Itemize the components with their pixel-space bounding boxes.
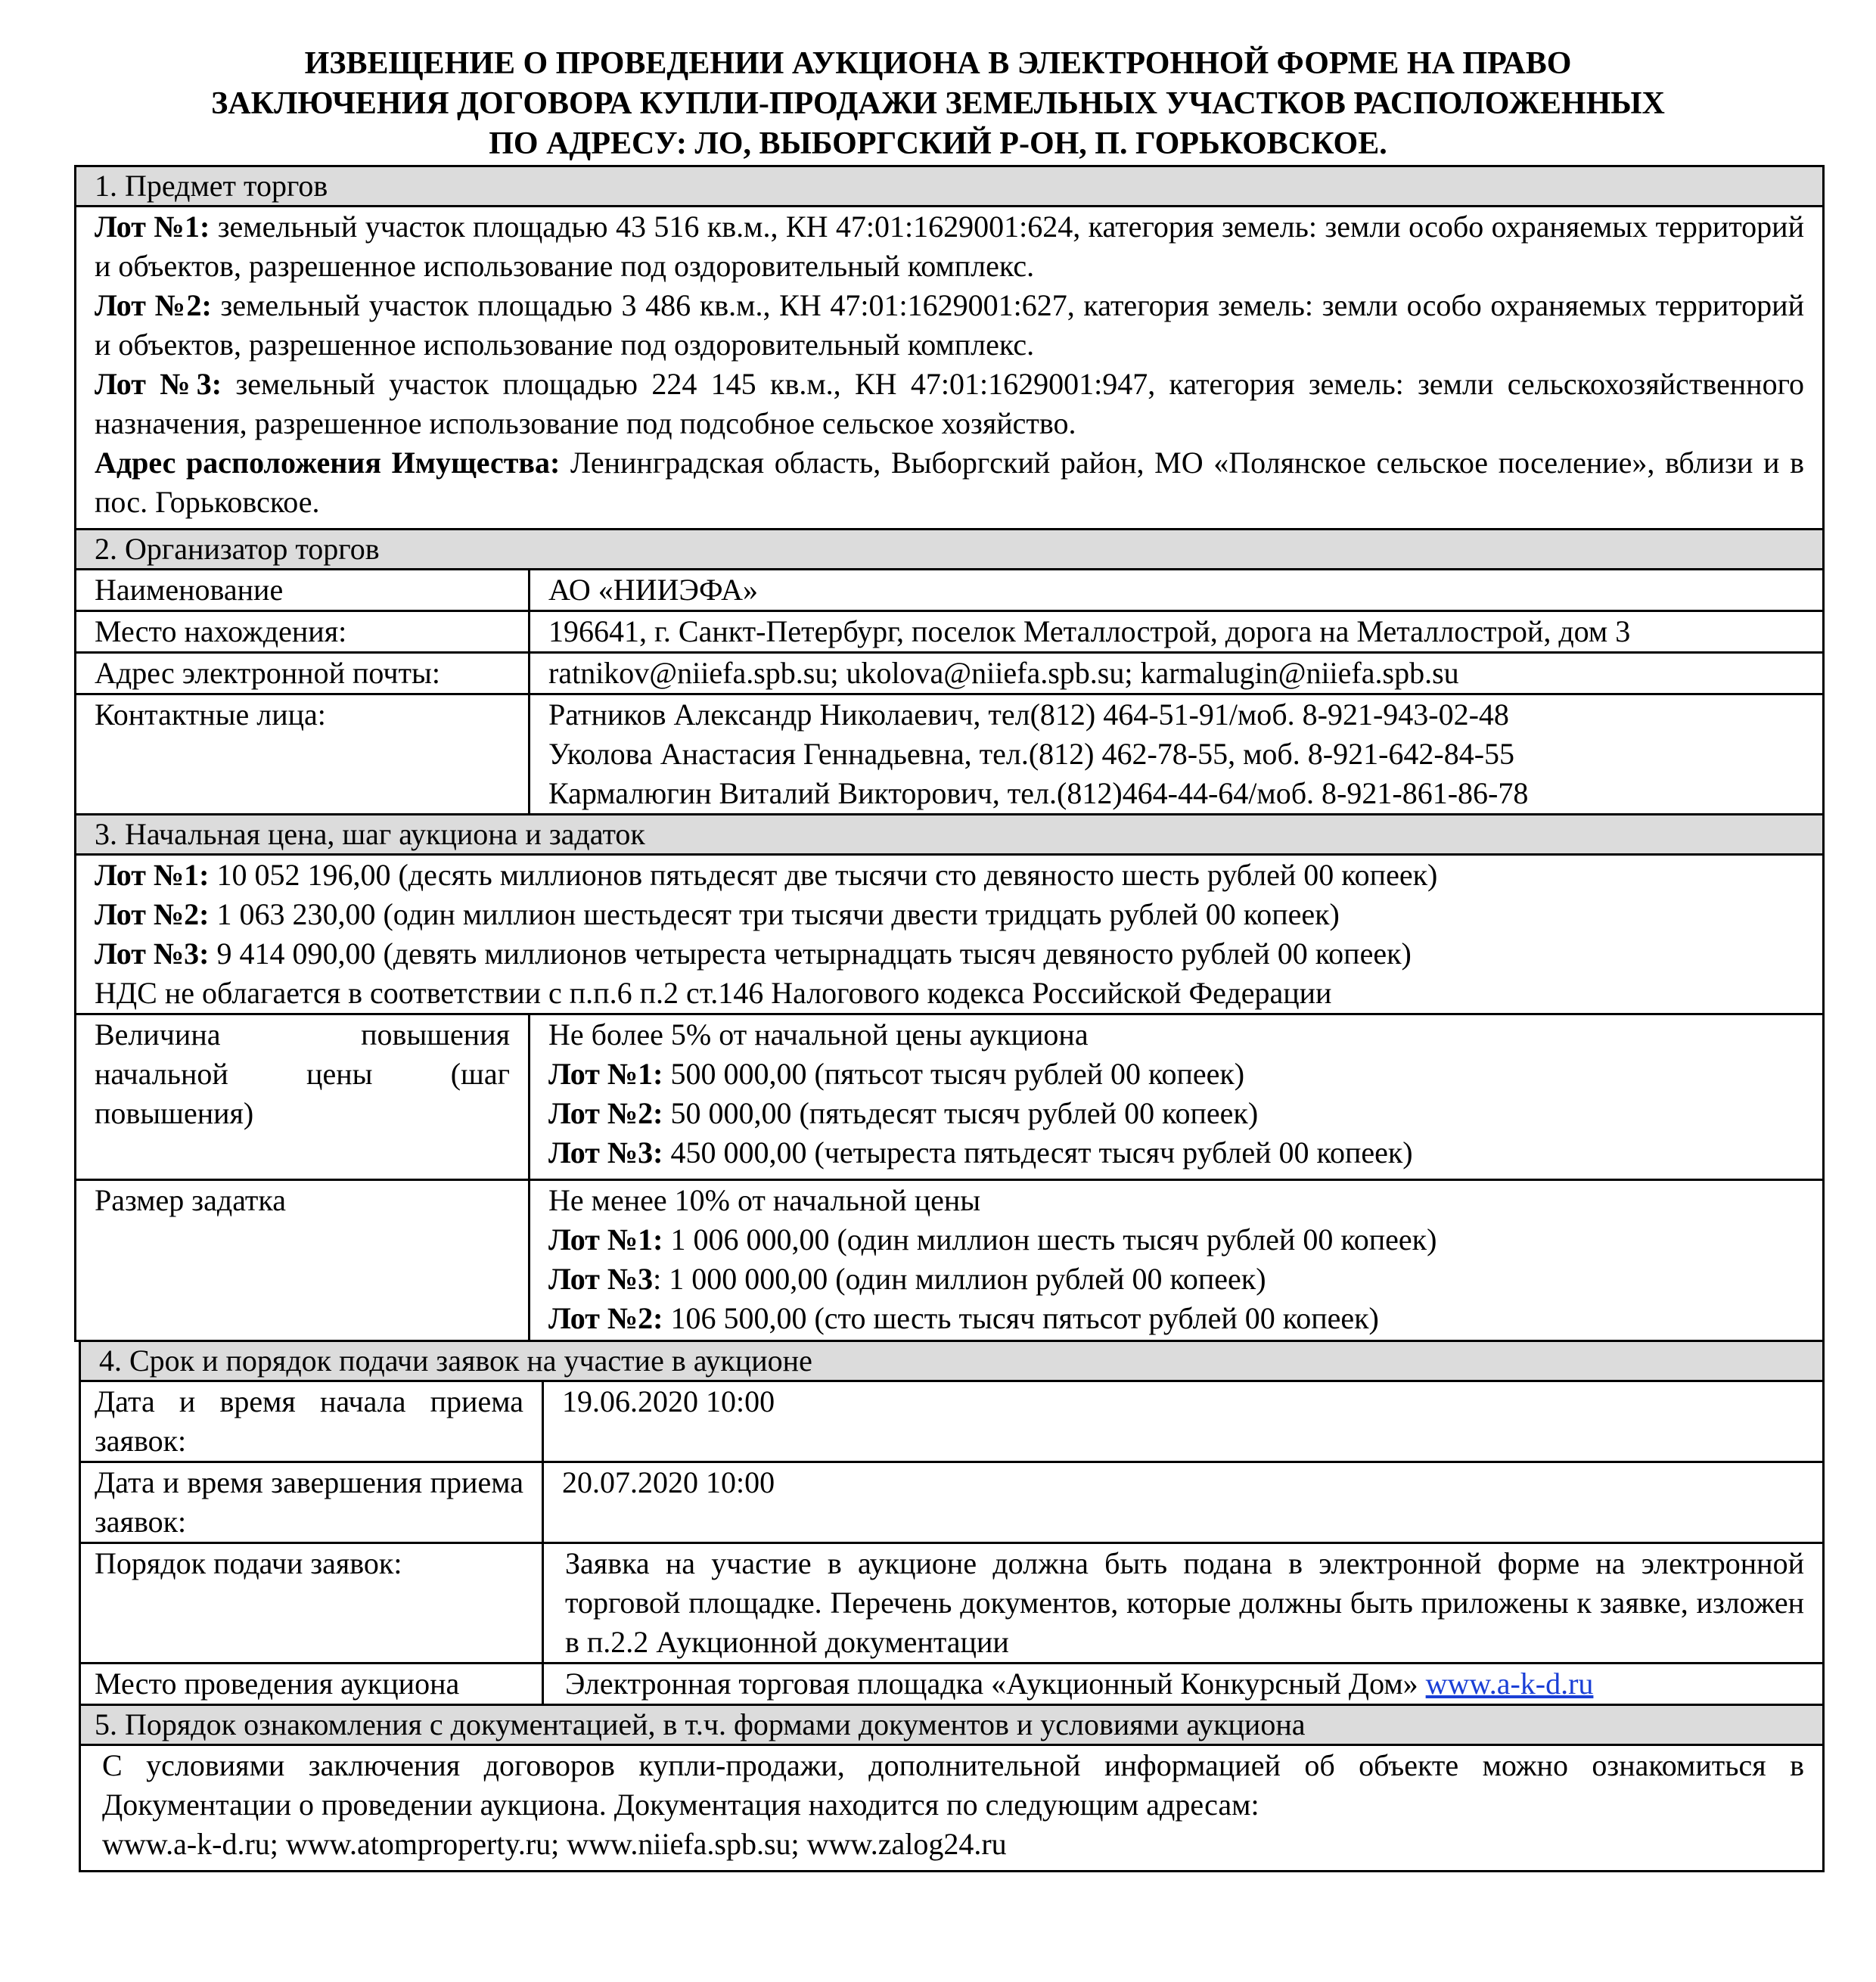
deposit-value — [530, 1180, 1824, 1341]
price-lot-1-text: 10 052 196,00 (десять миллионов пятьдесят две тысячи сто девяносто шесть рублей 00 копеек) — [209, 858, 1438, 892]
documentation-sites: www.a-k-d.ru; www.atomproperty.ru; www.niiefa.spb.su; www.zalog24.ru — [102, 1827, 1007, 1861]
lot-2-text: земельный участок площадью 3 486 кв.м., КН 47:01:1629001:627, категория земель: земли особо охраняемых территорий и объектов, разрешенное использование под оздоровительный комплекс. — [95, 288, 1804, 362]
step-lot-2-text: 50 000,00 (пятьдесят тысяч рублей 00 копеек) — [663, 1096, 1259, 1130]
step-intro: Не более 5% от начальной цены аукциона — [548, 1017, 1089, 1052]
title-line-2: ЗАКЛЮЧЕНИЯ ДОГОВОРА КУПЛИ-ПРОДАЖИ ЗЕМЕЛЬНЫХ УЧАСТКОВ РАСПОЛОЖЕННЫХ — [211, 86, 1665, 121]
deposit-lot-1-label: Лот №1: — [548, 1222, 663, 1257]
section-3-header: 3. Начальная цена, шаг аукциона и задаток — [76, 815, 1824, 855]
deposit-lot-1-text: 1 006 000,00 (один миллион шесть тысяч рублей 00 копеек) — [663, 1222, 1437, 1257]
step-label: Величина повышения начальной цены (шаг повышения) — [76, 1014, 530, 1180]
deposit-lot-2-text: 106 500,00 (сто шесть тысяч пятьсот рублей 00 копеек) — [663, 1301, 1379, 1335]
deposit-intro: Не менее 10% от начальной цены — [548, 1183, 981, 1217]
step-lot-3-text: 450 000,00 (четыреста пятьдесят тысяч рублей 00 копеек) — [663, 1135, 1413, 1170]
contact-person: Уколова Анастасия Геннадьевна, тел.(812) 462-78-55, моб. 8-921-642-84-55 — [548, 737, 1515, 771]
price-lot-1-label: Лот №1: — [95, 858, 210, 892]
step-value — [530, 1014, 1824, 1180]
step-lot-2-label: Лот №2: — [548, 1096, 663, 1130]
organizer-email-value: ratnikov@niiefa.spb.su; ukolova@niiefa.spb.su; karmalugin@niiefa.spb.su — [530, 653, 1824, 694]
deposit-label: Размер задатка — [76, 1180, 530, 1341]
table-sections-1-3 — [74, 165, 1825, 1342]
section-5-header: 5. Порядок ознакомления с документацией, в т.ч. формами документов и условиями аукциона — [80, 1705, 1824, 1745]
section-5-body — [80, 1745, 1824, 1872]
auction-place-label: Место проведения аукциона — [80, 1664, 543, 1705]
section-4-header: 4. Срок и порядок подачи заявок на участие в аукционе — [80, 1341, 1824, 1381]
organizer-contacts-label: Контактные лица: — [76, 694, 530, 815]
submission-order-label: Порядок подачи заявок: — [80, 1543, 543, 1664]
property-address — [95, 443, 1804, 522]
lot-1-description — [95, 207, 1804, 286]
contact-person: Ратников Александр Николаевич, тел(812) 464-51-91/моб. 8-921-943-02-48 — [548, 697, 1509, 732]
price-lot-2-text: 1 063 230,00 (один миллион шестьдесят три тысячи двести тридцать рублей 00 копеек) — [209, 897, 1340, 931]
notice-table — [74, 165, 1825, 1872]
deposit-lot-2 — [548, 1299, 1804, 1338]
step-lot-1-text: 500 000,00 (пятьсот тысяч рублей 00 копеек) — [663, 1057, 1245, 1091]
lot-3-description — [95, 365, 1804, 443]
title-line-1: ИЗВЕЩЕНИЕ О ПРОВЕДЕНИИ АУКЦИОНА В ЭЛЕКТРОННОЙ ФОРМЕ НА ПРАВО — [304, 46, 1572, 81]
submission-order-value: Заявка на участие в аукционе должна быть подана в электронной форме на электронной торговой площадке. Перечень документов, которые должны быть приложены к заявке, изложен в п.2.2 Аукционной документации — [543, 1543, 1824, 1664]
deposit-lot-3-label: Лот №3 — [548, 1262, 654, 1296]
organizer-contacts-value — [530, 694, 1824, 815]
auction-place-value — [543, 1664, 1824, 1705]
step-lot-1-label: Лот №1: — [548, 1057, 663, 1091]
section-1-header: 1. Предмет торгов — [76, 166, 1824, 207]
price-lot-2 — [95, 895, 1804, 934]
lot-1-text: земельный участок площадью 43 516 кв.м., КН 47:01:1629001:624, категория земель: земли особо охраняемых территорий и объектов, разрешенное использование под оздоровительный комплекс. — [95, 210, 1804, 283]
vat-note: НДС не облагается в соответствии с п.п.6 п.2 ст.146 Налогового кодекса Российской Федерации — [95, 976, 1332, 1010]
property-address-label: Адрес расположения Имущества: — [95, 446, 561, 480]
deposit-lot-3-text: : 1 000 000,00 (один миллион рублей 00 копеек) — [653, 1262, 1266, 1296]
organizer-email-label: Адрес электронной почты: — [76, 653, 530, 694]
organizer-name-label: Наименование — [76, 570, 530, 611]
document-title — [76, 44, 1800, 164]
price-lot-3-label: Лот №3: — [95, 937, 210, 971]
price-lot-1 — [95, 856, 1804, 895]
lot-3-text: земельный участок площадью 224 145 кв.м., КН 47:01:1629001:947, категория земель: земли сельскохозяйственного назначения, разрешенное использование под подсобное сельское хозяйство. — [95, 367, 1804, 440]
start-date-label: Дата и время начала приема заявок: — [80, 1381, 543, 1462]
step-lot-2 — [548, 1094, 1804, 1133]
property-address-text: Ленинградская область, Выборгский район, МО «Полянское сельское поселение», вблизи и в пос. Горьковское. — [95, 446, 1804, 519]
organizer-location-label: Место нахождения: — [76, 611, 530, 653]
lot-2-label: Лот №2: — [95, 288, 212, 322]
lot-1-label: Лот №1: — [95, 210, 210, 244]
documentation-text: С условиями заключения договоров купли-продажи, дополнительной информацией об объекте можно ознакомиться в Документации о проведении аукциона. Документация находится по следующим адресам: — [102, 1748, 1804, 1822]
title-line-3: ПО АДРЕСУ: ЛО, ВЫБОРГСКИЙ Р-ОН, П. ГОРЬКОВСКОЕ. — [489, 126, 1387, 161]
end-date-label: Дата и время завершения приема заявок: — [80, 1462, 543, 1543]
deposit-lot-1 — [548, 1220, 1804, 1260]
section-1-body — [76, 207, 1824, 530]
price-lot-2-label: Лот №2: — [95, 897, 210, 931]
step-lot-3-label: Лот №3: — [548, 1135, 663, 1170]
lot-3-label: Лот №3: — [95, 367, 222, 401]
section-2-header: 2. Организатор торгов — [76, 530, 1824, 570]
step-lot-1 — [548, 1055, 1804, 1094]
start-date-value: 19.06.2020 10:00 — [543, 1381, 1824, 1462]
auction-place-link[interactable]: www.a-k-d.ru — [1425, 1667, 1594, 1701]
organizer-name-value: АО «НИИЭФА» — [530, 570, 1824, 611]
step-lot-3 — [548, 1133, 1804, 1173]
auction-place-text: Электронная торговая площадка «Аукционный Конкурсный Дом» — [565, 1667, 1426, 1701]
end-date-value: 20.07.2020 10:00 — [543, 1462, 1824, 1543]
starting-prices — [76, 855, 1824, 1014]
deposit-lot-2-label: Лот №2: — [548, 1301, 663, 1335]
price-lot-3-text: 9 414 090,00 (девять миллионов четыреста четырнадцать тысяч девяносто рублей 00 копеек) — [209, 937, 1412, 971]
table-sections-4-5 — [79, 1340, 1825, 1872]
contact-person: Кармалюгин Виталий Викторович, тел.(812)464-44-64/моб. 8-921-861-86-78 — [548, 776, 1529, 810]
price-lot-3 — [95, 934, 1804, 974]
deposit-lot-3 — [548, 1260, 1804, 1299]
organizer-location-value: 196641, г. Санкт-Петербург, поселок Металлострой, дорога на Металлострой, дом 3 — [530, 611, 1824, 653]
lot-2-description — [95, 286, 1804, 365]
